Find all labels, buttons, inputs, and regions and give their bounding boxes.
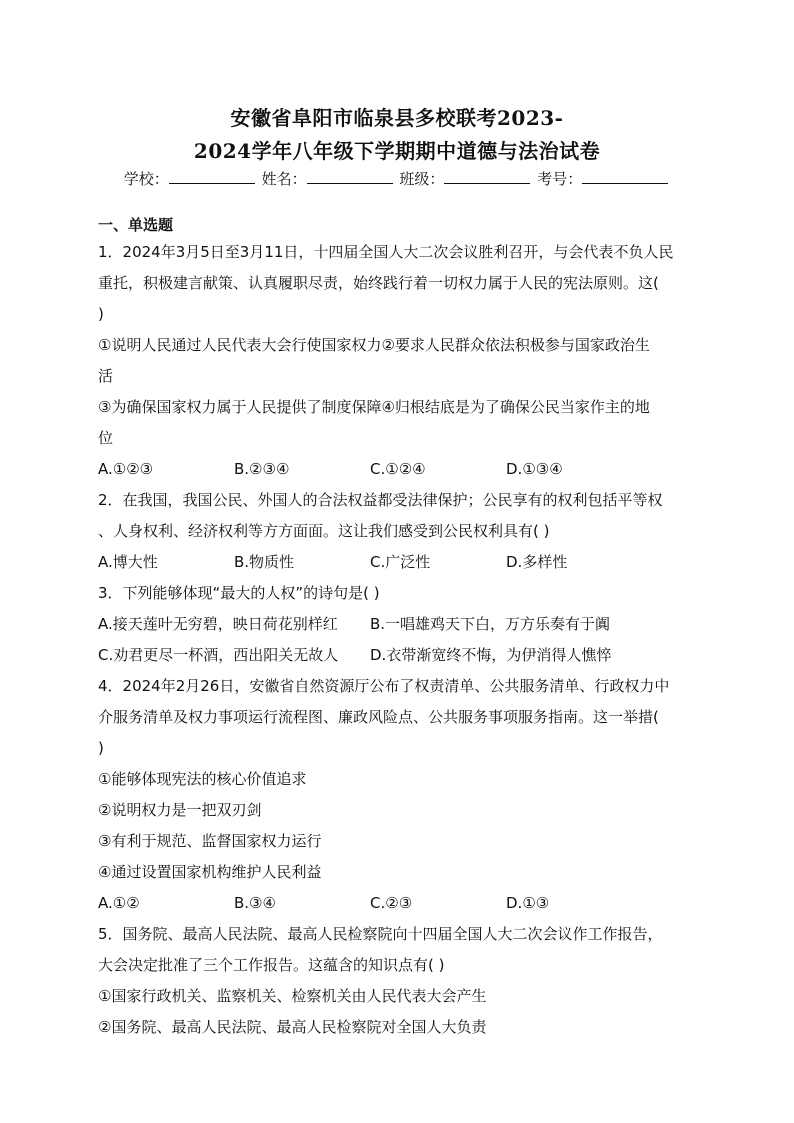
q1-line: 重托，积极建言献策、认真履职尽责，始终践行着一切权力属于人民的宪法原则。这( [98, 274, 659, 292]
q3-option-c[interactable]: C.劝君更尽一杯酒，西出阳关无故人 [98, 646, 339, 664]
student-info-fields [0, 168, 794, 190]
q4-line: 介服务清单及权力事项运行流程图、廉政风险点、公共服务事项服务指南。这一举措( [98, 708, 659, 726]
q4-line: ) [98, 739, 104, 757]
class-label: 班级： [399, 170, 445, 188]
q4-option-c[interactable]: C.②③ [370, 894, 413, 912]
q1-option-b[interactable]: B.②③④ [234, 460, 290, 478]
exam-title-line1: 安徽省阜阳市临泉县多校联考2023- [230, 106, 564, 130]
class-blank[interactable] [444, 169, 530, 184]
q5-statement: ②国务院、最高人民法院、最高人民检察院对全国人大负责 [98, 1018, 487, 1036]
q1-option-a[interactable]: A.①②③ [98, 460, 154, 478]
name-blank[interactable] [307, 169, 393, 184]
q3-option-d[interactable]: D.衣带渐宽终不悔，为伊消得人憔悴 [370, 646, 612, 664]
q2-option-d[interactable]: D.多样性 [506, 553, 568, 571]
q3-options [98, 609, 698, 640]
number-blank[interactable] [582, 169, 668, 184]
q4-statement: ②说明权力是一把双刃剑 [98, 801, 262, 819]
q5-line: 5．国务院、最高人民法院、最高人民检察院向十四届全国人大二次会议作工作报告， [98, 925, 663, 943]
q4-option-d[interactable]: D.①③ [506, 894, 550, 912]
q4-statement: ④通过设置国家机构维护人民利益 [98, 863, 322, 881]
q5-statement: ①国家行政机关、监察机关、检察机关由人民代表大会产生 [98, 987, 487, 1005]
q2-option-c[interactable]: C.广泛性 [370, 553, 431, 571]
questions [98, 237, 698, 1043]
q5-line: 大会决定批准了三个工作报告。这蕴含的知识点有( ) [98, 956, 445, 974]
q3-option-a[interactable]: A.接天莲叶无穷碧，映日荷花别样红 [98, 615, 338, 633]
q4-options [98, 888, 698, 919]
q1-options [98, 454, 698, 485]
q4-option-b[interactable]: B.③④ [234, 894, 276, 912]
q1-statement: 位 [98, 429, 114, 447]
q2-option-b[interactable]: B.物质性 [234, 553, 295, 571]
q2-option-a[interactable]: A.博大性 [98, 553, 158, 571]
section-title: 一、单选题 [98, 216, 174, 234]
exam-title-line2: 2024学年八年级下学期期中道德与法治试卷 [193, 139, 601, 163]
q1-statement: 活 [98, 367, 114, 385]
q3-line: 3．下列能够体现“最大的人权”的诗句是( ) [98, 584, 380, 602]
q1-statement: ①说明人民通过人民代表大会行使国家权力②要求人民群众依法积极参与国家政治生 [98, 336, 650, 354]
q1-statement: ③为确保国家权力属于人民提供了制度保障④归根结底是为了确保公民当家作主的地 [98, 398, 650, 416]
q1-option-c[interactable]: C.①②④ [370, 460, 426, 478]
q1-option-d[interactable]: D.①③④ [506, 460, 563, 478]
q2-line: 、人身权利、经济权利等方方面面。这让我们感受到公民权利具有( ) [98, 522, 550, 540]
q2-line: 2．在我国，我国公民、外国人的合法权益都受法律保护；公民享有的权利包括平等权 [98, 491, 663, 509]
q3-option-b[interactable]: B.一唱雄鸡天下白，万方乐奏有于阗 [370, 615, 611, 633]
number-label: 考号： [537, 170, 583, 188]
school-label: 学校： [123, 170, 169, 188]
q2-options [98, 547, 698, 578]
name-label: 姓名： [261, 170, 307, 188]
q4-statement: ①能够体现宪法的核心价值追求 [98, 770, 307, 788]
school-blank[interactable] [169, 169, 255, 184]
q4-option-a[interactable]: A.①② [98, 894, 140, 912]
q4-statement: ③有利于规范、监督国家权力运行 [98, 832, 322, 850]
q3-options [98, 640, 698, 671]
q1-line: ) [98, 305, 104, 323]
q1-line: 1．2024年3月5日至3月11日，十四届全国人大二次会议胜利召开，与会代表不负人民 [98, 243, 674, 261]
q4-line: 4．2024年2月26日，安徽省自然资源厅公布了权责清单、公共服务清单、行政权力中 [98, 677, 670, 695]
